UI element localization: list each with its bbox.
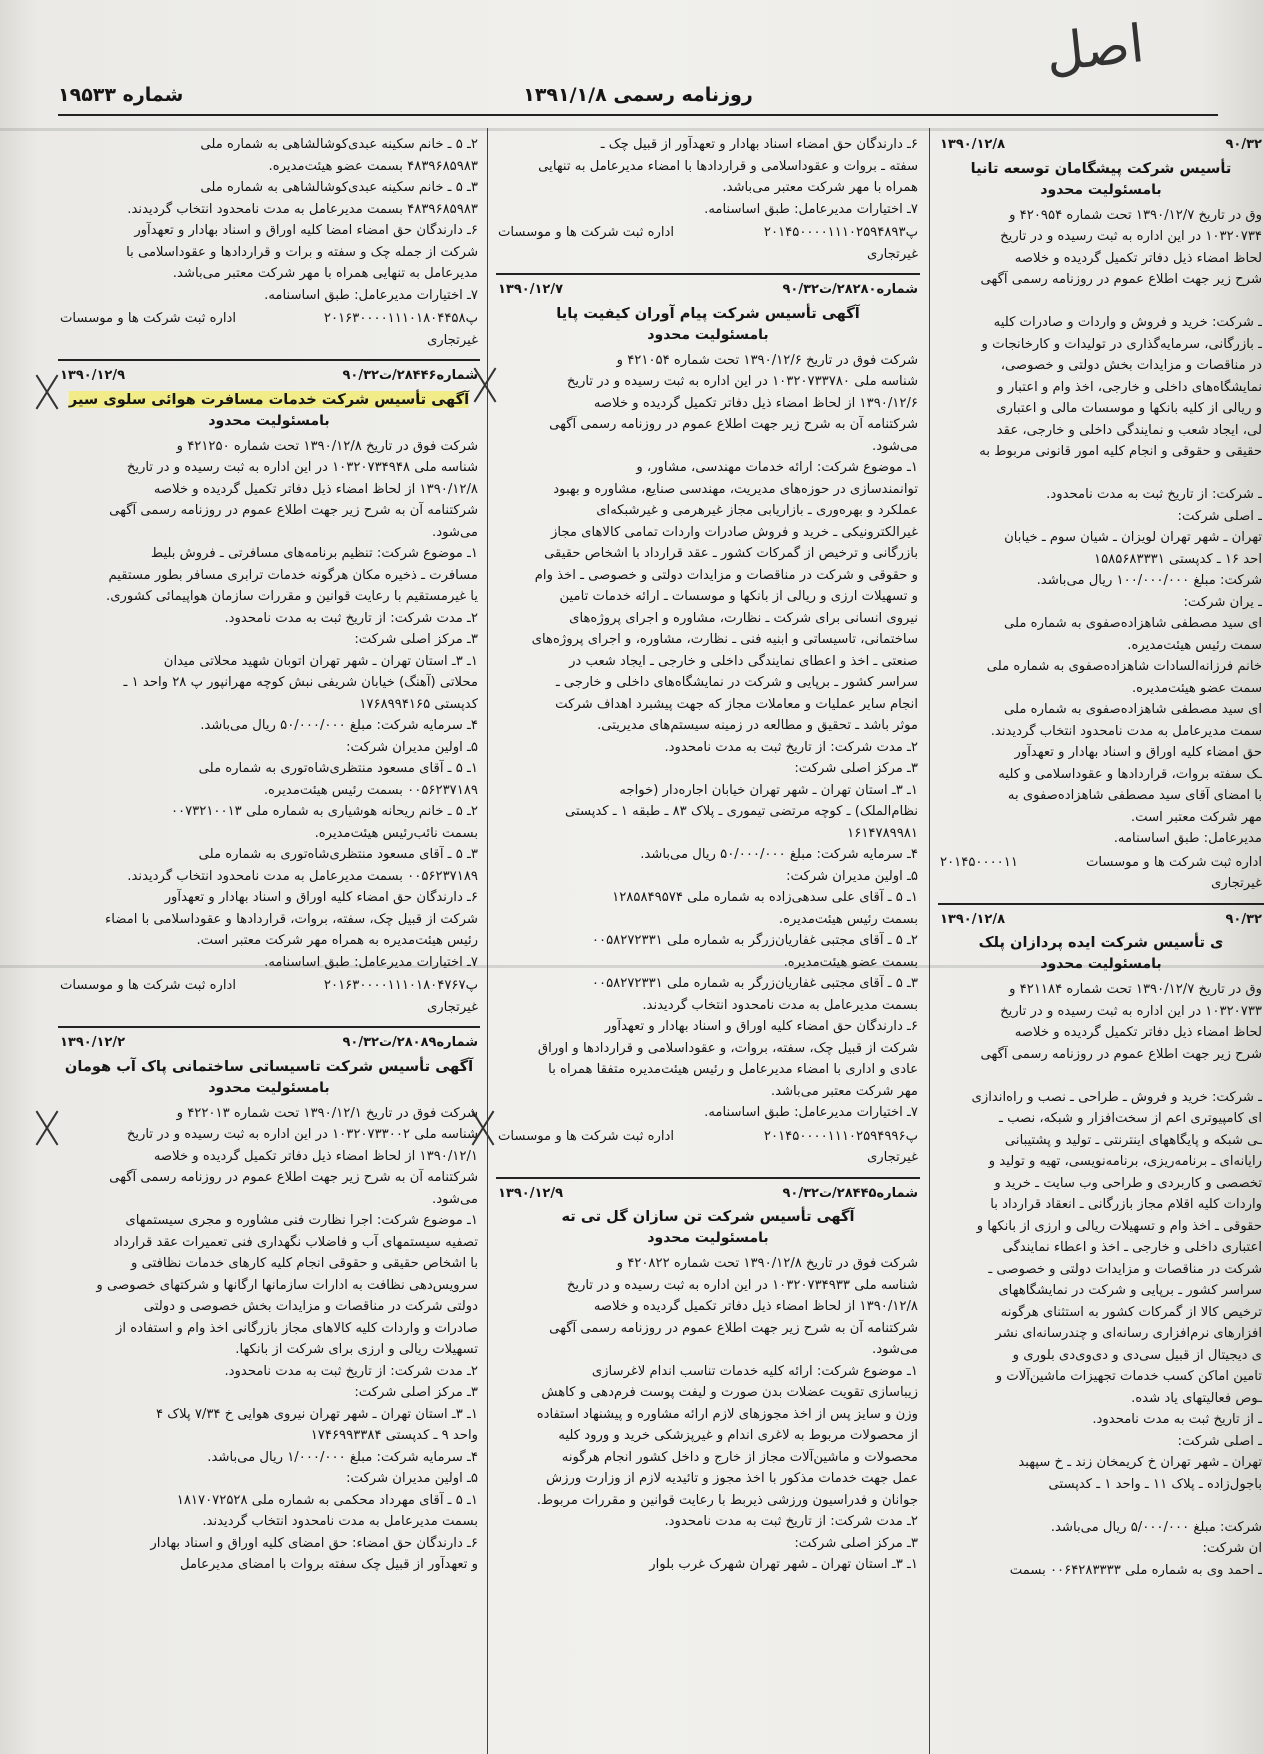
notice-subtitle: بامسئولیت محدود [208, 412, 330, 429]
text-line: بسمت مدیرعامل به مدت نامحدود انتخاب گردیدند. [202, 1514, 478, 1529]
text-line: کدپستی ۱۷۶۸۹۹۴۱۶۵ [359, 696, 478, 712]
text-line: ۳ـ مرکز اصلی شرکت: [354, 1385, 478, 1400]
text-line: ی دیجیتال از قبیل سی‌دی و دی‌وی‌دی بلوری و [1012, 1347, 1262, 1363]
text-line: شرکتنامه آن به شرح زیر جهت اطلاع عموم در روزنامه رسمی آگهی [549, 417, 918, 432]
text-line: لحاظ امضاء ذیل دفاتر تکمیل گردیده و خلاصه [1014, 250, 1262, 266]
text-line: ۴ـ سرمایه شرکت: مبلغ ۵۰/۰۰۰/۰۰۰ ریال می‌باشد. [200, 718, 478, 733]
text-line: باجول‌زاده ـ پلاک ۱۱ ـ واحد ۱ ـ کدپستی [1048, 1476, 1262, 1492]
text-line: بسمت نائب‌رئیس هیئت‌مدیره. [314, 825, 478, 841]
text-line: ۱۶۱۴۷۸۹۹۸۱ [847, 825, 918, 841]
text-line: شرکتنامه آن به شرح زیر جهت اطلاع عموم در روزنامه رسمی آگهی [109, 1170, 478, 1185]
text-line: ساختمانی، تاسیساتی و ابنیه فنی ـ نظارت، مشاوره، و اجرای پروژه‌های [531, 632, 918, 647]
text-line: عمل جهت خدمات مذکور با اخذ مجوز و تائیدیه لازم از وزارت ورزش [545, 1471, 918, 1486]
text-line: ان شرکت: [1202, 1541, 1262, 1556]
text-line: ۳ـ مرکز اصلی شرکت: [354, 632, 478, 647]
notice-footer [60, 308, 478, 330]
text-line: نمایشگاه‌های داخلی و خارجی، اخذ وام و اعتبار و [997, 379, 1262, 395]
notice-date: ۱۳۹۰/۱۲/۷ [498, 282, 564, 297]
notice-tan-sazan [496, 1179, 920, 1584]
text-line: محصولات و ماشین‌آلات مجاز از خارج و داخل کشور انجام هرگونه [561, 1449, 918, 1465]
text-line: ۱۳۹۰/۱۲/۸ از لحاظ امضاء ذیل دفاتر تکمیل گردیده و خلاصه [593, 1299, 918, 1314]
notice-number: ۹۰/۳۲ [1225, 911, 1262, 927]
notice-ideh-pardazan [938, 905, 1264, 1590]
text-line: صادرات و واردات کلیه کالاهای مجاز بازرگانی اخذ وام و استفاده از [115, 1320, 478, 1336]
text-line: ۱ـ موضوع شرکت: ارائه خدمات مهندسی، مشاور، و [636, 460, 918, 475]
notice-pishgaman-tania [938, 130, 1264, 905]
text-line: دولتی شرکت در مناقصات و مزایدات بخش خصوصی و دولتی [143, 1299, 478, 1314]
text-line: ـ احمد وی به شماره ملی ۰۰۶۴۲۸۳۳۳۳ بسمت [1009, 1562, 1262, 1578]
text-line: سمت مدیرعامل به مدت نامحدود انتخاب گردیدند. [990, 723, 1262, 739]
text-line: ـوص فعالیتهای یاد شده. [1131, 1390, 1262, 1406]
registry-office-line2: غیرتجاری [866, 1150, 918, 1165]
text-line: شرکت در مناقصات و مزایدات دولتی و خصوصی ـ [988, 1261, 1262, 1277]
text-line: ـ بازرگانی، سرمایه‌گذاری در تولیدات و کارخانجات و [981, 336, 1262, 352]
text-line: ۱ـ موضوع شرکت: تنظیم برنامه‌های مسافرتی ـ فروش بلیط [150, 546, 478, 561]
text-line: ـک سفته بروات، قراردادها و عقوداسلامی و کلیه [998, 766, 1262, 782]
text-line: ۴۸۳۹۶۸۵۹۸۳ بسمت مدیرعامل به مدت نامحدود انتخاب گردیدند. [127, 201, 478, 217]
text-line: ۲ـ ۵ ـ خانم ریحانه هوشیاری به شماره ملی ۰۰۷۳۲۱۰۰۱۳ [170, 804, 478, 819]
text-line: افزارهای نرم‌افزاری رسانه‌ای و چندرسانه‌ای نشر [995, 1326, 1262, 1341]
text-line: ۲ـ ۵ ـ خانم سکینه عبدی‌کوشالشاهی به شماره ملی [200, 137, 478, 152]
text-line: موثر باشد ـ تحقیق و مطالعه در زمینه سیستم‌های مدیریتی. [597, 718, 918, 733]
notice-code: پ۲۰۱۴۵۰۰۰۰۱۱۱۰۲۵۹۴۹۹۶ [763, 1128, 918, 1144]
notice-date: ۱۳۹۰/۱۲/۹ [498, 1185, 564, 1201]
text-line: شرکت از قبیل چک، سفته، بروات، قراردادها و عقوداسلامی با امضاء [105, 911, 478, 927]
text-line: تسهیلات ریالی و ارزی برای شرکت از بانکها. [235, 1342, 478, 1357]
text-line: رایانه‌ای ـ برنامه‌ریزی، برنامه‌نویسی، تهیه و تولید و [988, 1154, 1262, 1169]
text-line: و تعهدآور از قبیل چک سفته بروات با امضای مدیرعامل [180, 1557, 478, 1572]
text-line [940, 1065, 1262, 1087]
text-line: ـ از تاریخ ثبت به مدت نامحدود. [1092, 1412, 1262, 1427]
text-line: ۰۰۵۶۲۳۷۱۸۹ بسمت رئیس هیئت‌مدیره. [263, 782, 478, 798]
notice-footer [940, 852, 1262, 874]
pen-x-mark [30, 372, 64, 412]
text-line: نیروی انسانی برای شرکت ـ نظارت، مشاوره و اجرای پروژه‌های [569, 610, 918, 626]
text-line: مسافرت ـ ذخیره مکان هرگونه خدمات ترابری مسافر بطور مستقیم [108, 567, 478, 583]
text-line: سمت رئیس هیئت‌مدیره. [1127, 637, 1262, 653]
text-line: ۰۰۵۶۲۳۷۱۸۹ بسمت مدیرعامل به مدت نامحدود انتخاب گردیدند. [127, 868, 478, 884]
text-line: ای کامپیوتری اعم از سخت‌افزار و شبکه، نصب ـ [999, 1111, 1262, 1126]
text-line: یا غیرمستقیم با رعایت قوانین و مقررات سازمان هواپیمائی کشوری. [106, 589, 478, 604]
text-line: شرح زیر جهت اطلاع عموم در روزنامه رسمی آگهی [980, 1046, 1262, 1062]
registry-office: اداره ثبت شرکت ها و موسسات [60, 311, 237, 326]
text-line: عادی و اداری با امضاء مدیرعامل و رئیس هیئت‌مدیره متفقا همراه با [548, 1062, 918, 1077]
text-line: سرویس‌دهی نظافت به ادارات سازمانها ارگانها و شرکتهای خصوصی و [96, 1277, 478, 1293]
notice-title: آگهی تأسیس شرکت تن سازان گل تی ته [561, 1208, 855, 1225]
notice-pak-ab-human [58, 1028, 480, 1584]
text-line: حق امضاء کلیه اوراق و اسناد بهادار و تعهدآور [1014, 745, 1262, 760]
text-line: غیرالکترونیکی ـ خرید و فروش صادرات واردات تمامی کالاهای مجاز [550, 524, 918, 540]
text-line: واردات کلیه اقلام مجاز بازرگانی ـ انعقاد قرارداد با [990, 1197, 1262, 1212]
text-line: شرکت: مبلغ ۵/۰۰۰/۰۰۰ ریال می‌باشد. [1050, 1519, 1262, 1535]
text-line: رئیس هیئت‌مدیره به همراه مهر شرکت معتبر است. [196, 933, 478, 948]
text-line: ۷ـ اختیارات مدیرعامل: طبق اساسنامه. [264, 287, 478, 303]
notice-body [498, 134, 918, 220]
text-line [940, 1495, 1262, 1517]
registry-office-line2: غیرتجاری [426, 999, 478, 1015]
text-line: شرکت از جمله چک و سفته و برات و قراردادها و عقوداسلامی با [126, 244, 478, 260]
text-line: مهر شرکت معتبر است. [1130, 809, 1262, 825]
text-line: ۵ـ اولین مدیران شرکت: [346, 1471, 478, 1486]
notice-footer [498, 222, 918, 244]
text-line: شرکت فوق در تاریخ ۱۳۹۰/۱۲/۶ تحت شماره ۴۲۱۰۵۴ و [616, 352, 918, 368]
text-line: ۱ـ ۵ ـ آقای علی سدهی‌زاده به شماره ملی ۱۲۸۵۸۴۹۵۷۴ [612, 890, 918, 905]
text-line: ۷ـ اختیارات مدیرعامل: طبق اساسنامه. [704, 1105, 918, 1120]
notice-number: شماره۲۸۲۸۰/ت۹۰/۳۲ [782, 282, 918, 297]
notice-date: ۱۳۹۰/۱۲/۲ [60, 1035, 126, 1050]
notice-body [498, 350, 918, 1124]
text-line: شرکتنامه آن به شرح زیر جهت اطلاع عموم در روزنامه رسمی آگهی [549, 1320, 918, 1336]
notice-subtitle: بامسئولیت محدود [1040, 956, 1162, 972]
text-line: می‌شود. [432, 1191, 478, 1207]
text-line: انجام سایر عملیات و معاملات مجاز که جهت پیشبرد اهداف شرکت [555, 696, 918, 712]
text-line: خانم فرزانه‌السادات شاهزاده‌صفوی به شماره ملی [986, 659, 1262, 674]
text-line: ۲ـ مدت شرکت: از تاریخ ثبت به مدت نامحدود. [664, 1514, 918, 1529]
registry-office: اداره ثبت شرکت ها و موسسات [1085, 854, 1262, 870]
text-line: ۱ـ ۳ـ استان تهران ـ شهر تهران شهرک غرب بلوار [649, 1557, 918, 1572]
text-line: همراه با مهر شرکت معتبر می‌باشد. [722, 180, 918, 195]
text-line: شرکت فوق در تاریخ ۱۳۹۰/۱۲/۸ تحت شماره ۴۲۰۸۲۲ و [616, 1256, 918, 1271]
text-line: شرکت فوق در تاریخ ۱۳۹۰/۱۲/۸ تحت شماره ۴۲۱۲۵۰ و [176, 438, 478, 454]
text-line: حقوقی ـ اخذ وام و تسهیلات ریالی و ارزی از بانکها و [976, 1218, 1262, 1234]
text-line: تخصصی و کاربردی و طراحی وب سایت ـ خرید و [994, 1175, 1262, 1191]
text-line: شرکت از قبیل چک، سفته، بروات، و عقوداسلامی و قراردادها و اوراق [537, 1040, 918, 1056]
notice-title: آگهی تأسیس شرکت خدمات مسافرت هوائی سلوی سیر [68, 390, 470, 408]
registry-office-line2: غیرتجاری [426, 332, 478, 348]
text-line: ـ شرکت: از تاریخ ثبت به مدت نامحدود. [1046, 487, 1262, 502]
text-line: سفته ـ بروات و عقوداسلامی و قراردادها با امضاء مدیرعامل به تنهایی [538, 158, 918, 174]
text-line: ۱۰۳۲۰۷۳۳ در این اداره به ثبت رسیده و در تاریخ [1000, 1003, 1262, 1019]
text-line: توانمندسازی در حوزه‌های مدیریت، مهندسی صنایع، مشاوره و بهبود [553, 481, 918, 497]
text-line: شرح زیر جهت اطلاع عموم در روزنامه رسمی آگهی [980, 272, 1262, 287]
text-line: ۶ـ دارندگان حق امضاء: حق امضای کلیه اوراق و اسناد بهادار [150, 1535, 478, 1551]
notice-number: شماره۲۸۰۸۹/ت۹۰/۳۲ [342, 1035, 478, 1050]
text-line: ۱ـ ۳ـ استان تهران ـ شهر تهران خیابان اجاره‌دار (خواجه [619, 782, 918, 798]
text-line: شناسه ملی ۱۰۳۲۰۷۳۴۹۴۸ در این اداره به ثبت رسیده و در تاریخ [126, 460, 478, 475]
text-line: نظام‌الملک) ـ کوچه مرتضی تیموری ـ پلاک ۸۳ ـ طبقه ۱ ـ کدپستی [564, 804, 918, 819]
text-line: وزن و سایز پس از اخذ مجوزهای لازم ارائه مشاوره و پیشنهاد استفاده [536, 1406, 918, 1422]
text-line: سراسر کشور ـ برپایی و شرکت در نمایشگاه‌های داخلی و خارجی ـ [555, 675, 918, 690]
text-line: لی، ایجاد شعب و نمایندگی داخلی و خارجی، عقد [996, 422, 1262, 438]
notice-body [940, 979, 1262, 1581]
text-line: شرکتنامه آن به شرح زیر جهت اطلاع عموم در روزنامه رسمی آگهی [109, 503, 478, 518]
text-line: ۳ـ ۵ ـ خانم سکینه عبدی‌کوشالشاهی به شماره ملی [200, 180, 478, 195]
pen-x-mark [468, 365, 502, 405]
notice-subtitle: بامسئولیت محدود [647, 1230, 769, 1246]
text-line: حقیقی و حقوقی و انجام کلیه امور قانونی مربوط به [979, 444, 1262, 459]
text-line: ترخیص کالا از گمرکات کشور به استثنای هرگونه [1000, 1304, 1262, 1320]
notice-payam-avaran [496, 275, 920, 1179]
registry-office: اداره ثبت شرکت ها و موسسات [498, 1128, 675, 1144]
notice-body [60, 134, 478, 306]
text-line: لحاظ امضاء ذیل دفاتر تکمیل گردیده و خلاصه [1014, 1025, 1262, 1040]
text-line: و ریالی از کلیه بانکها و موسسات مالی و اعتباری [996, 401, 1262, 416]
registry-office: اداره ثبت شرکت ها و موسسات [498, 225, 675, 240]
text-line: سراسر کشور ـ برپایی و شرکت در نمایشگاههای [998, 1283, 1262, 1298]
text-line: ۱ـ ۵ ـ آقای مهرداد محکمی به شماره ملی ۱۸۱۷۰۷۲۵۲۸ [176, 1492, 478, 1508]
text-line: مدیرعامل به تنهایی همراه با مهر شرکت معتبر می‌باشد. [172, 266, 478, 281]
text-line: شناسه ملی ۱۰۳۲۰۷۳۴۹۳۳ در این اداره به ثبت رسیده و در تاریخ [566, 1277, 918, 1293]
text-line: ۲ـ مدت شرکت: از تاریخ ثبت به مدت نامحدود. [224, 1363, 478, 1379]
text-line: ـی شبکه و پایگاههای اینترنتی ـ تولید و پشتیبانی [1004, 1132, 1262, 1148]
text-line: با اشخاص حقیقی و حقوقی انجام کلیه کارهای خدمات نظافتی و [131, 1256, 478, 1271]
text-line: می‌شود. [872, 1342, 918, 1357]
notice-title: تأسیس شرکت پیشگامان توسعه تانیا [970, 159, 1232, 177]
text-line: مدیرعامل: طبق اساسنامه. [1113, 831, 1262, 846]
text-line: می‌شود. [432, 524, 478, 540]
text-line: ۷ـ اختیارات مدیرعامل: طبق اساسنامه. [704, 201, 918, 217]
notice-body [498, 1253, 918, 1576]
text-line: وق در تاریخ ۱۳۹۰/۱۲/۷ تحت شماره ۴۲۱۱۸۴ و [1009, 982, 1262, 997]
notice-date: ۱۳۹۰/۱۲/۹ [60, 368, 126, 383]
text-line: با امضای آقای سید مصطفی شاهزاده‌صفوی به [1007, 788, 1262, 803]
text-line: شناسه ملی ۱۰۳۲۰۷۳۳۷۸۰ در این اداره به ثبت رسیده و در تاریخ [566, 374, 918, 389]
text-line: ۵ـ اولین مدیران شرکت: [786, 868, 918, 884]
text-line: ۶ـ دارندگان حق امضاء اسناد بهادار و تعهدآور از قبیل چک ـ [600, 137, 918, 152]
notice-number: ۹۰/۳۲ [1225, 137, 1262, 152]
newspaper-title: روزنامه رسمی ۱۳۹۱/۱/۸ [523, 84, 753, 106]
notice-title: آگهی تأسیس شرکت تاسیساتی ساختمانی پاک آب هومان [64, 1057, 474, 1075]
text-line: و تسهیلات ارزی و ریالی از بانکها و موسسات ـ ارائه خدمات تامین [559, 589, 918, 604]
masthead [58, 80, 1218, 116]
notice-date: ۱۳۹۰/۱۲/۸ [940, 137, 1006, 152]
text-line: ـ اصلی شرکت: [1177, 1433, 1262, 1449]
text-line: ۱ـ ۵ ـ آقای مسعود منتظری‌شاه‌توری به شماره ملی [198, 761, 478, 776]
text-line: ۱ـ موضوع شرکت: اجرا نظارت فنی مشاوره و مجری سیستمهای [125, 1213, 478, 1228]
column-left [58, 130, 480, 1750]
notice-subtitle: بامسئولیت محدود [647, 326, 769, 343]
text-line: شناسه ملی ۱۰۳۲۰۷۳۳۰۰۲ در این اداره به ثبت رسیده و در تاریخ [126, 1127, 478, 1142]
text-line: ۵ـ اولین مدیران شرکت: [346, 739, 478, 755]
registry-office-line2: غیرتجاری [866, 246, 918, 262]
text-line: محلاتی (آهنگ) خیابان شریفی نبش کوچه مهرانپور پ ۲۸ واحد ۱ ـ [123, 675, 478, 690]
notice-footer [60, 975, 478, 997]
text-line: ای سید مصطفی شاهزاده‌صفوی به شماره ملی [1004, 616, 1262, 631]
notice-continuation [496, 130, 920, 275]
text-line: ۱ـ ۳ـ استان تهران ـ شهر تهران اتوبان شهید محلاتی میدان [163, 653, 478, 669]
text-line: اعتباری داخلی و خارجی ـ اخذ و اعطاء نمایندگی [1002, 1240, 1262, 1255]
text-line: می‌شود. [872, 438, 918, 454]
text-line: ـ شرکت: خرید و فروش و واردات و صادرات کلیه [993, 315, 1262, 330]
text-line: ۳ـ ۵ ـ آقای مسعود منتظری‌شاه‌توری به شماره ملی [198, 847, 478, 862]
notice-code: ۲۰۱۴۵۰۰۰۰۱۱ [940, 854, 1018, 870]
notice-footer [498, 1126, 918, 1148]
text-line: احد ۱۶ ـ کدپستی ۱۵۸۵۶۸۳۳۳۱ [1094, 551, 1262, 567]
text-line: شرکت فوق در تاریخ ۱۳۹۰/۱۲/۱ تحت شماره ۴۲۲۰۱۳ و [176, 1105, 478, 1121]
text-line: ای سید مصطفی شاهزاده‌صفوی به شماره ملی [1004, 702, 1262, 717]
notice-code: پ۲۰۱۶۳۰۰۰۰۱۱۱۰۱۸۰۴۴۵۸ [323, 311, 478, 326]
text-line: صنعتی ـ اخذ و اعطای نمایندگی داخلی و خارجی ـ ایجاد شعب در [569, 653, 918, 669]
notice-body [940, 205, 1262, 850]
text-line: ۱۳۹۰/۱۲/۱ از لحاظ امضاء ذیل دفاتر تکمیل گردیده و خلاصه [153, 1148, 478, 1164]
text-line: جوانان و فدراسیون ورزشی ذیربط با رعایت قوانین و مقررات مربوط. [536, 1492, 918, 1508]
registry-office-line2: غیرتجاری [1210, 876, 1262, 891]
text-line: ۳ـ مرکز اصلی شرکت: [794, 761, 918, 776]
text-line: بازرگانی و ترخیص از گمرکات کشور ـ عقد قرارداد با اشخاص حقیقی [544, 546, 918, 561]
text-line: ۲ـ ۵ ـ آقای مجتبی غفاریان‌زرگر به شماره ملی ۰۰۵۸۲۷۲۳۳۱ [591, 933, 918, 948]
notice-subtitle: بامسئولیت محدود [208, 1079, 330, 1096]
text-line: از محصولات مربوط به لاغری اندام و غیرپزشکی خرید و ورود کلیه [558, 1428, 918, 1443]
text-line [940, 463, 1262, 485]
column-middle [496, 130, 920, 1750]
text-line: بسمت رئیس هیئت‌مدیره. [778, 911, 918, 927]
text-line: زیباسازی تقویت عضلات بدن صورت و لیفت پوست فرم‌دهی و کاهش [541, 1385, 918, 1400]
text-line: در مناقصات و مزایدات بخش دولتی و خصوصی، [1000, 358, 1262, 373]
notice-title: ی تأسیس شرکت ایده پردازان پلک [978, 934, 1224, 951]
notice-number: شماره۲۸۴۴۵/ت۹۰/۳۲ [782, 1185, 918, 1201]
notice-salvi-seir [58, 361, 480, 1028]
column-divider [929, 128, 930, 1754]
text-line: ۳ـ مرکز اصلی شرکت: [794, 1535, 918, 1551]
registry-office: اداره ثبت شرکت ها و موسسات [60, 978, 237, 993]
text-line: ـ شرکت: خرید و فروش ـ طراحی ـ نصب و راه‌اندازی [971, 1089, 1262, 1105]
text-line: و حقوقی و شرکت در مناقصات و مزایدات دولتی و خصوصی ـ اخذ وام [534, 567, 918, 583]
text-line: ۱۳۹۰/۱۲/۶ از لحاظ امضاء ذیل دفاتر تکمیل گردیده و خلاصه [593, 395, 918, 411]
text-line: ۴ـ سرمایه شرکت: مبلغ ۱/۰۰۰/۰۰۰ ریال می‌باشد. [207, 1449, 478, 1465]
text-line: شرکت: مبلغ ۱۰۰/۰۰۰/۰۰۰ ریال می‌باشد. [1036, 573, 1262, 588]
pen-x-mark [30, 1108, 64, 1148]
pen-x-mark [466, 1108, 500, 1148]
text-line: تهران ـ شهر تهران لویزان ـ شیان سوم ـ خیابان [1004, 530, 1262, 545]
column-right [938, 130, 1264, 1750]
notice-body [60, 436, 478, 974]
text-line: ۱۰۳۲۰۷۳۴ در این اداره به ثبت رسیده و در تاریخ [1000, 229, 1262, 244]
text-line: ۷ـ اختیارات مدیرعامل: طبق اساسنامه. [264, 954, 478, 970]
text-line: ـ اصلی شرکت: [1177, 508, 1262, 524]
text-line: ۶ـ دارندگان حق امضاء کلیه اوراق و اسناد بهادار و تعهدآور [604, 1019, 918, 1034]
text-line: مهر شرکت معتبر می‌باشد. [770, 1083, 918, 1099]
text-line: ۲ـ مدت شرکت: از تاریخ ثبت به مدت نامحدود. [224, 610, 478, 626]
text-line: ۶ـ دارندگان حق امضاء امضا کلیه اوراق و اسناد بهادار و تعهدآور [134, 223, 478, 238]
text-line: ۱ـ موضوع شرکت: ارائه کلیه خدمات تناسب اندام لاغرسازی [591, 1363, 918, 1379]
text-line: وق در تاریخ ۱۳۹۰/۱۲/۷ تحت شماره ۴۲۰۹۵۴ و [1009, 207, 1262, 223]
text-line: ۱۳۹۰/۱۲/۸ از لحاظ امضاء ذیل دفاتر تکمیل گردیده و خلاصه [153, 481, 478, 497]
text-line: ۶ـ دارندگان حق امضاء کلیه اوراق و اسناد بهادار و تعهدآور [164, 890, 478, 905]
text-line: بسمت مدیرعامل به مدت نامحدود انتخاب گردیدند. [642, 997, 918, 1013]
handwritten-note: اصل [1043, 14, 1147, 84]
text-line: ۲ـ مدت شرکت: از تاریخ ثبت به مدت نامحدود. [664, 739, 918, 755]
notice-title: آگهی تأسیس شرکت پیام آوران کیفیت پایا [556, 304, 860, 322]
text-line: سمت عضو هیئت‌مدیره. [1131, 680, 1262, 696]
text-line: ۴ـ سرمایه شرکت: مبلغ ۵۰/۰۰۰/۰۰۰ ریال می‌باشد. [640, 847, 918, 862]
text-line: بسمت عضو هیئت‌مدیره. [783, 954, 918, 970]
notice-date: ۱۳۹۰/۱۲/۸ [940, 911, 1006, 927]
notice-number: شماره۲۸۴۴۶/ت۹۰/۳۲ [342, 368, 478, 383]
notice-code: پ۲۰۱۴۵۰۰۰۰۱۱۱۰۲۵۹۴۸۹۳ [763, 225, 918, 240]
text-line: ۱ـ ۳ـ استان تهران ـ شهر تهران نیروی هوایی خ ۷/۳۴ پلاک ۴ [155, 1406, 478, 1422]
text-line: ـ یران شرکت: [1183, 594, 1262, 610]
text-line: تهران ـ شهر تهران خ کریمخان زند ـ خ سپهبد [1018, 1455, 1262, 1470]
text-line: ۳ـ ۵ ـ آقای مجتبی غفاریان‌زرگر به شماره ملی ۰۰۵۸۲۷۲۳۳۱ [591, 976, 918, 991]
notice-code: پ۲۰۱۶۳۰۰۰۰۱۱۱۰۱۸۰۴۷۶۷ [323, 978, 478, 993]
text-line: تامین اماکن کسب خدمات تجهیزات ماشین‌آلات و [995, 1369, 1262, 1384]
text-line: ۴۸۳۹۶۸۵۹۸۳ بسمت عضو هیئت‌مدیره. [268, 158, 478, 174]
text-line: واحد ۹ ـ کدپستی ۱۷۴۶۹۹۳۳۸۴ [310, 1428, 478, 1443]
notice-subtitle: بامسئولیت محدود [1040, 181, 1162, 198]
issue-number: شماره ۱۹۵۳۳ [58, 84, 184, 106]
notice-body [60, 1103, 478, 1576]
notice-continuation [58, 130, 480, 361]
text-line: تصفیه سیستمهای آب و فاضلاب نگهداری فنی تعمیرات عقد قرارداد [113, 1234, 478, 1250]
text-line [940, 291, 1262, 313]
text-line: عملکرد و بهره‌وری ـ بازاریابی مجاز غیرهرمی و غیرشبکه‌ای [596, 503, 918, 518]
